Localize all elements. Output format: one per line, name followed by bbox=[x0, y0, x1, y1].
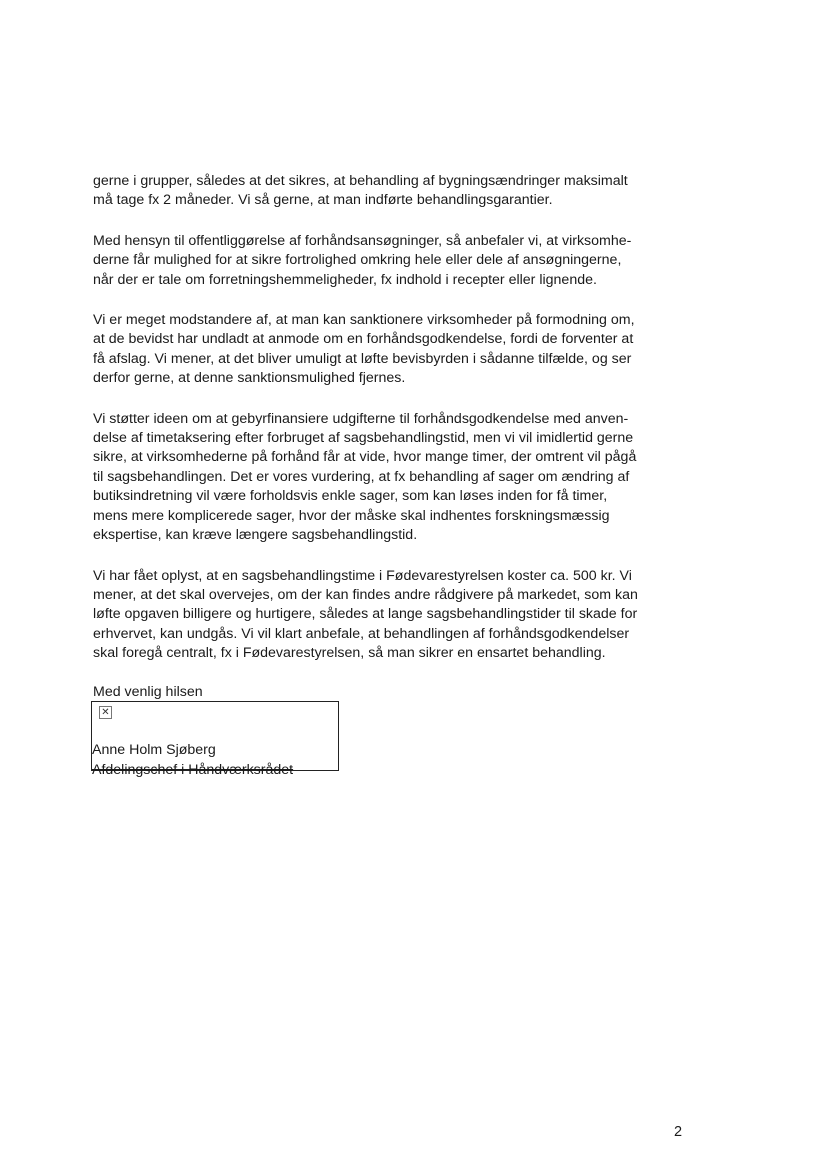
page-number: 2 bbox=[674, 1124, 683, 1140]
text-line: Vi er meget modstandere af, at man kan sanktionere virksomheder på formodning om, bbox=[93, 312, 635, 329]
text-line: når der er tale om forretningshemmeligheder, fx indhold i recepter eller lignende. bbox=[93, 271, 597, 288]
paragraph-3 bbox=[93, 311, 687, 389]
text-line: Vi støtter ideen om at gebyrfinansiere udgifterne til forhåndsgodkendelse med anven- bbox=[93, 410, 629, 427]
paragraph-5 bbox=[93, 567, 687, 664]
text-line: løfte opgaven billigere og hurtigere, således at lange sagsbehandlingstider til skade for bbox=[93, 606, 638, 623]
text-line: til sagsbehandlingen. Det er vores vurdering, at fx behandling af sager om ændring af bbox=[93, 468, 630, 485]
signatory-title: Afdelingschef i Håndværksrådet bbox=[92, 762, 294, 778]
text-line: erhvervet, kan undgås. Vi vil klart anbefale, at behandlingen af forhåndsgodkendelser bbox=[93, 625, 630, 642]
paragraph-4 bbox=[93, 410, 687, 546]
paragraph-1 bbox=[93, 172, 687, 211]
text-line: skal foregå centralt, fx i Fødevarestyrelsen, så man sikrer en ensartet behandling. bbox=[93, 645, 606, 662]
text-line: Med hensyn til offentliggørelse af forhåndsansøgninger, så anbefaler vi, at virksomhe- bbox=[93, 232, 632, 249]
text-line: butiksindretning vil være forholdsvis enkle sager, som kan løses inden for få timer, bbox=[93, 488, 608, 505]
closing-salutation: Med venlig hilsen bbox=[93, 684, 203, 700]
text-line: at de bevidst har undladt at anmode om en forhåndsgodkendelse, fordi de forventer at bbox=[93, 331, 634, 348]
letter-body bbox=[93, 172, 687, 685]
text-line: mens mere komplicerede sager, hvor der måske skal indhentes forskningsmæssig bbox=[93, 507, 610, 524]
text-line: delse af timetaksering efter forbruget af sagsbehandlingstid, men vi vil imidlertid gerne bbox=[93, 430, 634, 447]
text-line: få afslag. Vi mener, at det bliver umuligt at løfte bevisbyrden i sådanne tilfælde, og ser bbox=[93, 350, 632, 367]
broken-image-icon: ✕ bbox=[99, 706, 112, 719]
text-line: derne får mulighed for at sikre fortrolighed omkring hele eller dele af ansøgningerne, bbox=[93, 252, 622, 269]
text-line: må tage fx 2 måneder. Vi så gerne, at man indførte behandlingsgarantier. bbox=[93, 192, 553, 209]
text-line: gerne i grupper, således at det sikres, at behandling af bygningsændringer maksimalt bbox=[93, 173, 628, 189]
text-line: sikre, at virksomhederne på forhånd får at vide, hvor mange timer, der omtrent vil pågå bbox=[93, 449, 637, 466]
text-line: derfor gerne, at denne sanktionsmulighed fjernes. bbox=[93, 370, 406, 387]
signatory-name: Anne Holm Sjøberg bbox=[92, 742, 216, 758]
text-line: Vi har fået oplyst, at en sagsbehandlingstime i Fødevarestyrelsen koster ca. 500 kr. Vi bbox=[93, 567, 632, 584]
text-line: mener, at det skal overvejes, om der kan findes andre rådgivere på markedet, som kan bbox=[93, 586, 638, 603]
text-line: ekspertise, kan kræve længere sagsbehandlingstid. bbox=[93, 527, 418, 544]
paragraph-2 bbox=[93, 232, 687, 290]
